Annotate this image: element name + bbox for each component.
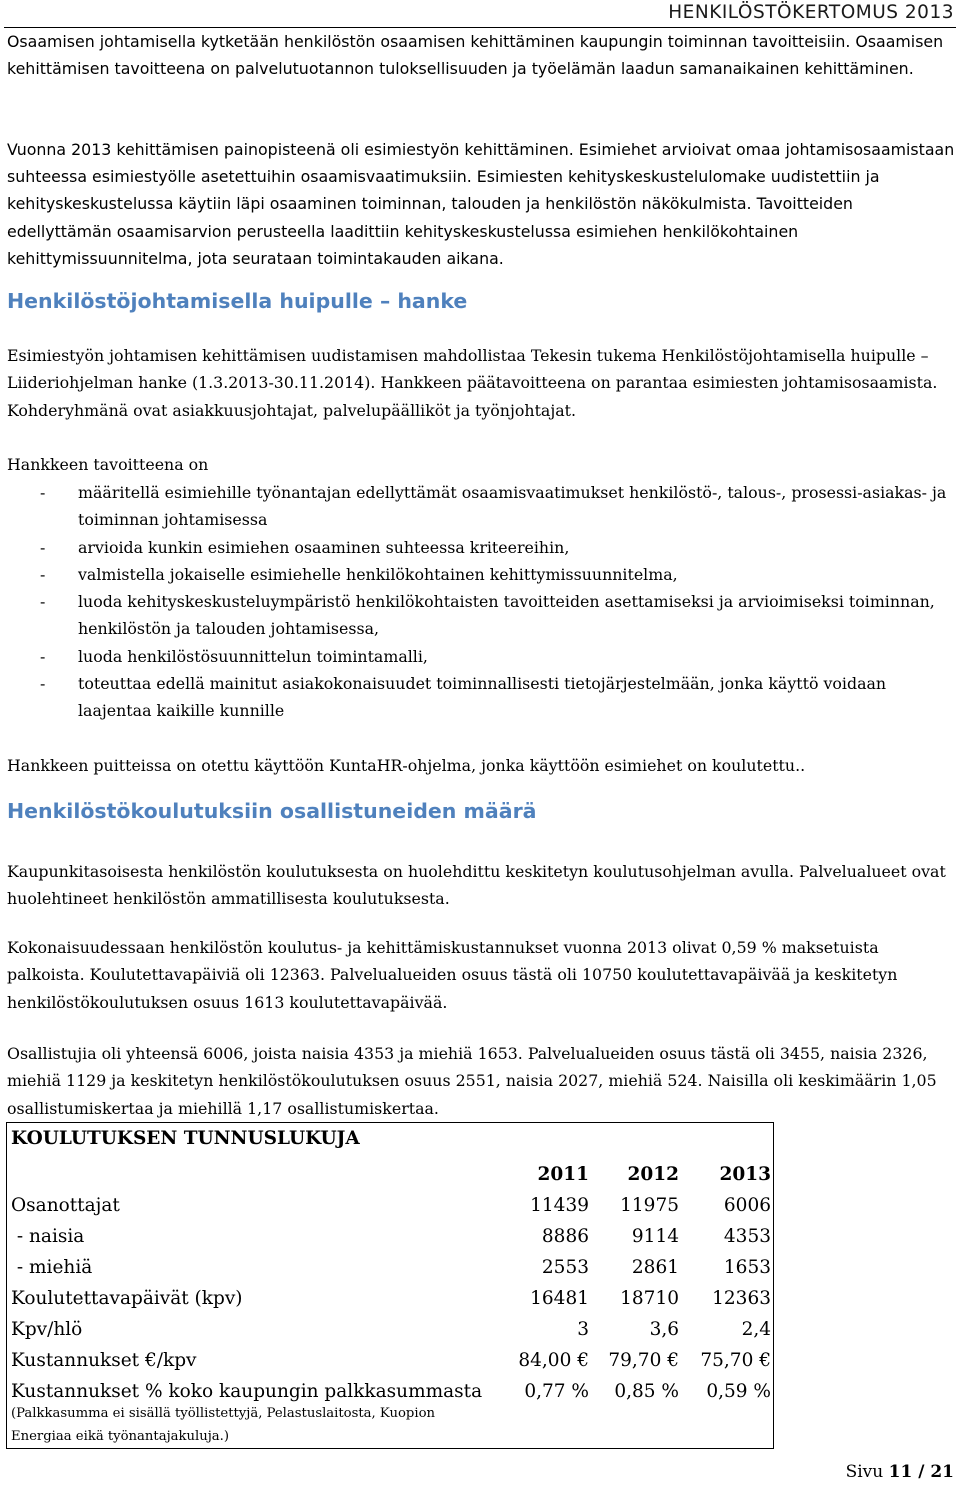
dash-marker: - xyxy=(40,537,46,557)
section1-paragraph-1: Esimiestyön johtamisen kehittämisen uudistamisen mahdollistaa Tekesin tukema Henkilöstöjohtamisella huipulle –Liideriohjelman hanke (1.3.2013-30.11.2014). Hankkeen päätavoitteena on parantaa esimiesten johtamisosaamista. Kohderyhmänä ovat asiakkuusjohtajat, palvelupäälliköt ja työnjohtajat. xyxy=(7,346,938,420)
list-item-text: luoda henkilöstösuunnittelun toimintamalli, xyxy=(78,646,428,666)
section2-paragraph-3: Osallistujia oli yhteensä 6006, joista naisia 4353 ja miehiä 1653. Palvelualueiden osuus tästä oli 3455, naisia 2326, miehiä 1129 ja keskitetyn henkilöstökoulutuksen osuus 2551, naisia 2027, miehiä 524. Naisilla oli keskimäärin 1,05 osallistumiskertaa ja miehillä 1,17 osallistumiskertaa. xyxy=(7,1044,937,1118)
table-footnote-line-2: Energiaa eikä työnantajakuluja.) xyxy=(11,1429,230,1444)
section-heading-henkilostojohtamisella: Henkilöstöjohtamisella huipulle – hanke xyxy=(7,289,468,313)
page-label: Sivu xyxy=(845,1462,884,1482)
year-header: 2011 xyxy=(537,1164,589,1185)
table-cell: 12363 xyxy=(712,1288,771,1309)
table-cell: 4353 xyxy=(723,1226,771,1247)
table-row xyxy=(7,1252,773,1283)
key-figures-title: KOULUTUKSEN TUNNUSLUKUJA xyxy=(11,1128,360,1149)
list-item xyxy=(7,561,955,588)
table-row xyxy=(7,1283,773,1314)
list-item-text: arvioida kunkin esimiehen osaaminen suhteessa kriteereihin, xyxy=(78,537,570,557)
table-cell: 3,6 xyxy=(649,1319,679,1340)
row-label: - naisia xyxy=(11,1226,85,1247)
dash-marker: - xyxy=(40,564,46,584)
table-cell: 9114 xyxy=(631,1226,679,1247)
table-cell: 3 xyxy=(577,1319,589,1340)
row-label: Osanottajat xyxy=(11,1195,120,1216)
table-cell: 0,77 % xyxy=(524,1381,589,1402)
table-cell: 18710 xyxy=(620,1288,679,1309)
dash-marker: - xyxy=(40,646,46,666)
row-label: Kustannukset % koko kaupungin palkkasummasta xyxy=(11,1381,483,1402)
report-header-title: HENKILÖSTÖKERTOMUS 2013 xyxy=(668,2,954,23)
table-cell: 2553 xyxy=(541,1257,589,1278)
page-count: 11 / 21 xyxy=(888,1462,954,1482)
table-cell: 8886 xyxy=(541,1226,589,1247)
list-item-text: luoda kehityskeskusteluympäristö henkilökohtaisten tavoitteiden asettamiseksi ja arvioimiseksi toiminnan, henkilöstön ja talouden johtamisessa, xyxy=(78,592,935,639)
table-cell: 2,4 xyxy=(741,1319,771,1340)
table-cell: 0,59 % xyxy=(706,1381,771,1402)
list-item xyxy=(7,479,955,534)
section2-paragraph-2: Kokonaisuudessaan henkilöstön koulutus- ja kehittämiskustannukset vuonna 2013 olivat 0,59 % maksetuista palkoista. Koulutettavapäiviä oli 12363. Palvelualueiden osuus tästä oli 10750 koulutettavapäivää ja keskitetyn henkilöstökoulutuksen osuus 1613 koulutettavapäivää. xyxy=(7,938,898,1012)
table-cell: 11975 xyxy=(620,1195,679,1216)
page-number xyxy=(846,1462,954,1482)
table-footnote xyxy=(11,1402,435,1448)
intro-paragraph-2: Vuonna 2013 kehittämisen painopisteenä oli esimiestyön kehittäminen. Esimiehet arvioivat omaa johtamisosaamistaan suhteessa esimiestyölle asetettuihin osaamisvaatimuksiin. Esimiesten kehityskeskustelulomake uudistettiin ja kehityskeskustelussa käytiin läpi osaaminen toiminnan, talouden ja henkilöstön näkökulmista. Tavoitteiden edellyttämän osaamisarvion perusteella laadittiin kehityskeskustelussa esimiehen henkilökohtainen kehittymissuunnitelma, jota seurataan toimintakauden aikana. xyxy=(7,140,955,268)
table-cell: 6006 xyxy=(723,1195,771,1216)
list-item-text: toteuttaa edellä mainitut asiakokonaisuudet toiminnallisesti tietojärjestelmään, jonka käyttö voidaan laajentaa kaikille kunnille xyxy=(78,674,887,721)
table-cell: 0,85 % xyxy=(614,1381,679,1402)
list-item xyxy=(7,588,955,643)
table-cell: 16481 xyxy=(530,1288,589,1309)
dash-marker: - xyxy=(40,674,46,694)
list-item xyxy=(7,670,955,725)
list-item-text: valmistella jokaiselle esimiehelle henkilökohtainen kehittymissuunnitelma, xyxy=(78,564,678,584)
goal-list-intro: Hankkeen tavoitteena on xyxy=(7,455,209,474)
list-item-text: määritellä esimiehille työnantajan edellyttämät osaamisvaatimukset henkilöstö-, talous-, prosessi-asiakas- ja toiminnan johtamisessa xyxy=(78,483,947,530)
intro-paragraph-1: Osaamisen johtamisella kytketään henkilöstön osaamisen kehittäminen kaupungin toiminnan tavoitteisiin. Osaamisen kehittämisen tavoitteena on palvelutuotannon tuloksellisuuden ja työelämän laadun samanaikainen kehittäminen. xyxy=(7,32,944,79)
table-row xyxy=(7,1221,773,1252)
table-row xyxy=(7,1314,773,1345)
row-label: - miehiä xyxy=(11,1257,93,1278)
table-cell: 75,70 € xyxy=(700,1350,771,1371)
table-cell: 84,00 € xyxy=(518,1350,589,1371)
table-cell: 2861 xyxy=(631,1257,679,1278)
list-item xyxy=(7,643,955,670)
goal-list xyxy=(7,479,955,725)
section-heading-koulutukset: Henkilöstökoulutuksiin osallistuneiden määrä xyxy=(7,799,537,823)
table-header-row xyxy=(7,1159,773,1190)
table-cell: 11439 xyxy=(530,1195,589,1216)
table-cell: 79,70 € xyxy=(608,1350,679,1371)
list-item xyxy=(7,534,955,561)
year-header: 2012 xyxy=(627,1164,679,1185)
row-label: Koulutettavapäivät (kpv) xyxy=(11,1288,243,1309)
table-footnote-line-1: (Palkkasumma ei sisällä työllistettyjä, Pelastuslaitosta, Kuopion xyxy=(11,1406,436,1421)
row-label: Kpv/hlö xyxy=(11,1319,83,1340)
dash-marker: - xyxy=(40,483,46,502)
dash-marker: - xyxy=(40,592,46,612)
table-row xyxy=(7,1345,773,1376)
table-cell: 1653 xyxy=(723,1257,771,1278)
key-figures-table xyxy=(7,1159,773,1407)
row-label: Kustannukset €/kpv xyxy=(11,1350,197,1371)
table-row xyxy=(7,1190,773,1221)
section1-paragraph-2: Hankkeen puitteissa on otettu käyttöön KuntaHR-ohjelma, jonka käyttöön esimiehet on koulutettu.. xyxy=(7,756,806,775)
year-header: 2013 xyxy=(719,1164,771,1185)
section2-paragraph-1: Kaupunkitasoisesta henkilöstön koulutuksesta on huolehdittu keskitetyn koulutusohjelman avulla. Palvelualueet ovat huolehtineet henkilöstön ammatillisesta koulutuksesta. xyxy=(7,862,946,909)
key-figures-table-box xyxy=(6,1122,774,1449)
